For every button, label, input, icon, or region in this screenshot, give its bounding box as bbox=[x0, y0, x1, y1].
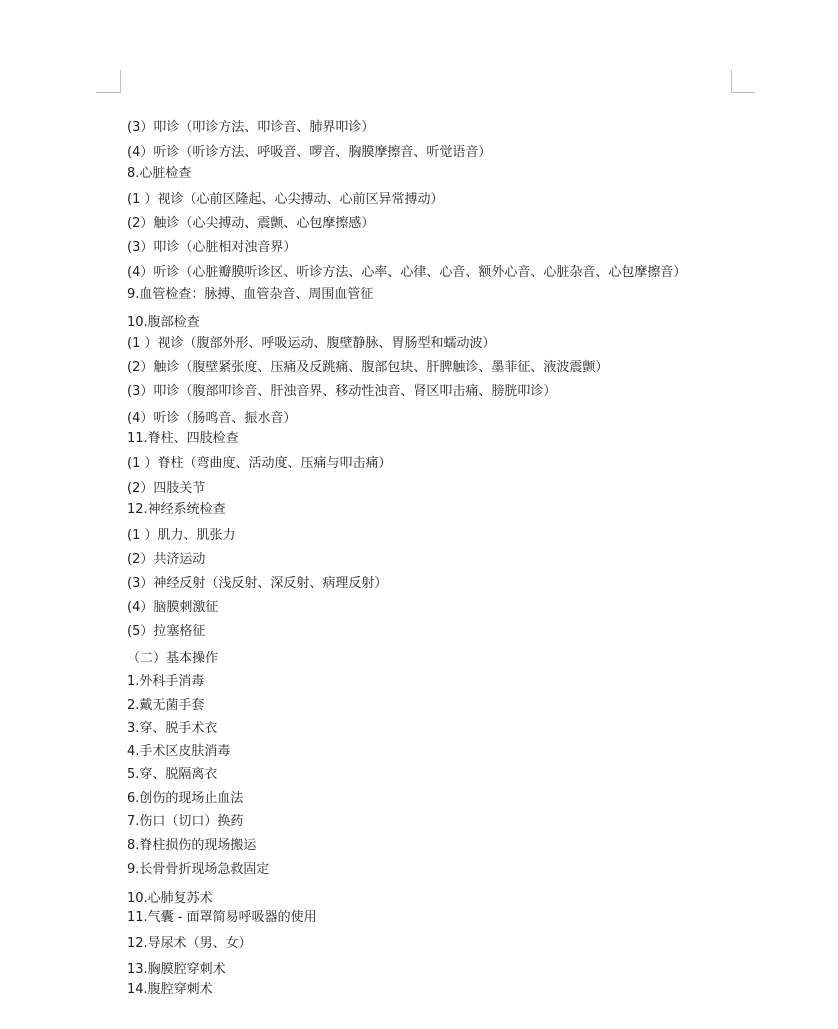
document-line: (3）叩诊（叩诊方法、叩诊音、肺界叩诊） bbox=[127, 120, 375, 135]
document-line: （二）基本操作 bbox=[127, 651, 219, 666]
document-line: 7.伤口（切口）换药 bbox=[127, 814, 244, 829]
document-line: 6.创伤的现场止血法 bbox=[127, 791, 244, 806]
document-line: 9.长骨骨折现场急救固定 bbox=[127, 862, 270, 877]
document-line: (4）听诊（心脏瓣膜听诊区、听诊方法、心率、心律、心音、额外心音、心脏杂音、心包摩擦音） bbox=[127, 265, 687, 280]
margin-corner-top-right-horizontal bbox=[731, 92, 755, 93]
document-line: (4）听诊（肠鸣音、振水音） bbox=[127, 411, 297, 426]
document-line: 10.心肺复苏术 bbox=[127, 891, 213, 906]
document-line: 11.脊柱、四肢检查 bbox=[127, 431, 239, 446]
document-line: 9.血管检查：脉搏、血管杂音、周围血管征 bbox=[127, 287, 374, 302]
document-line: 3.穿、脱手术衣 bbox=[127, 721, 218, 736]
margin-corner-top-left-horizontal bbox=[96, 92, 121, 93]
document-line: 5.穿、脱隔离衣 bbox=[127, 767, 218, 782]
document-line: (2）触诊（心尖搏动、震颤、心包摩擦感） bbox=[127, 216, 375, 231]
document-line: (1 ）视诊（心前区隆起、心尖搏动、心前区异常搏动） bbox=[127, 192, 444, 207]
document-line: (1 ）肌力、肌张力 bbox=[127, 528, 236, 543]
document-line: 8.心脏检查 bbox=[127, 166, 192, 181]
document-line: 1.外科手消毒 bbox=[127, 674, 205, 689]
document-line: (3）叩诊（腹部叩诊音、肝浊音界、移动性浊音、肾区叩击痛、膀胱叩诊） bbox=[127, 384, 557, 399]
document-line: (1 ）脊柱（弯曲度、活动度、压痛与叩击痛） bbox=[127, 456, 392, 471]
margin-corner-top-left-vertical bbox=[120, 70, 121, 93]
margin-corner-top-right-vertical bbox=[731, 70, 732, 93]
document-line: (4）听诊（听诊方法、呼吸音、啰音、胸膜摩擦音、听觉语音） bbox=[127, 145, 492, 160]
document-line: (2）四肢关节 bbox=[127, 481, 206, 496]
document-line: (3）叩诊（心脏相对浊音界） bbox=[127, 240, 297, 255]
document-line: (3）神经反射（浅反射、深反射、病理反射） bbox=[127, 576, 388, 591]
document-line: (2）共济运动 bbox=[127, 552, 206, 567]
document-line: 13.胸膜腔穿刺术 bbox=[127, 962, 226, 977]
document-line: (5）拉塞格征 bbox=[127, 624, 206, 639]
document-line: 11.气囊 - 面罩简易呼吸器的使用 bbox=[127, 910, 317, 925]
document-line: 14.腹腔穿刺术 bbox=[127, 982, 213, 997]
document-line: 12.导尿术（男、女） bbox=[127, 936, 252, 951]
document-line: (1 ）视诊（腹部外形、呼吸运动、腹壁静脉、胃肠型和蠕动波） bbox=[127, 336, 496, 351]
document-line: 10.腹部检查 bbox=[127, 315, 200, 330]
document-line: (4）脑膜刺激征 bbox=[127, 600, 219, 615]
document-line: (2）触诊（腹壁紧张度、压痛及反跳痛、腹部包块、肝脾触诊、墨菲征、液波震颤） bbox=[127, 360, 609, 375]
document-line: 12.神经系统检查 bbox=[127, 502, 226, 517]
document-line: 4.手术区皮肤消毒 bbox=[127, 744, 231, 759]
document-line: 2.戴无菌手套 bbox=[127, 698, 205, 713]
document-line: 8.脊柱损伤的现场搬运 bbox=[127, 838, 257, 853]
